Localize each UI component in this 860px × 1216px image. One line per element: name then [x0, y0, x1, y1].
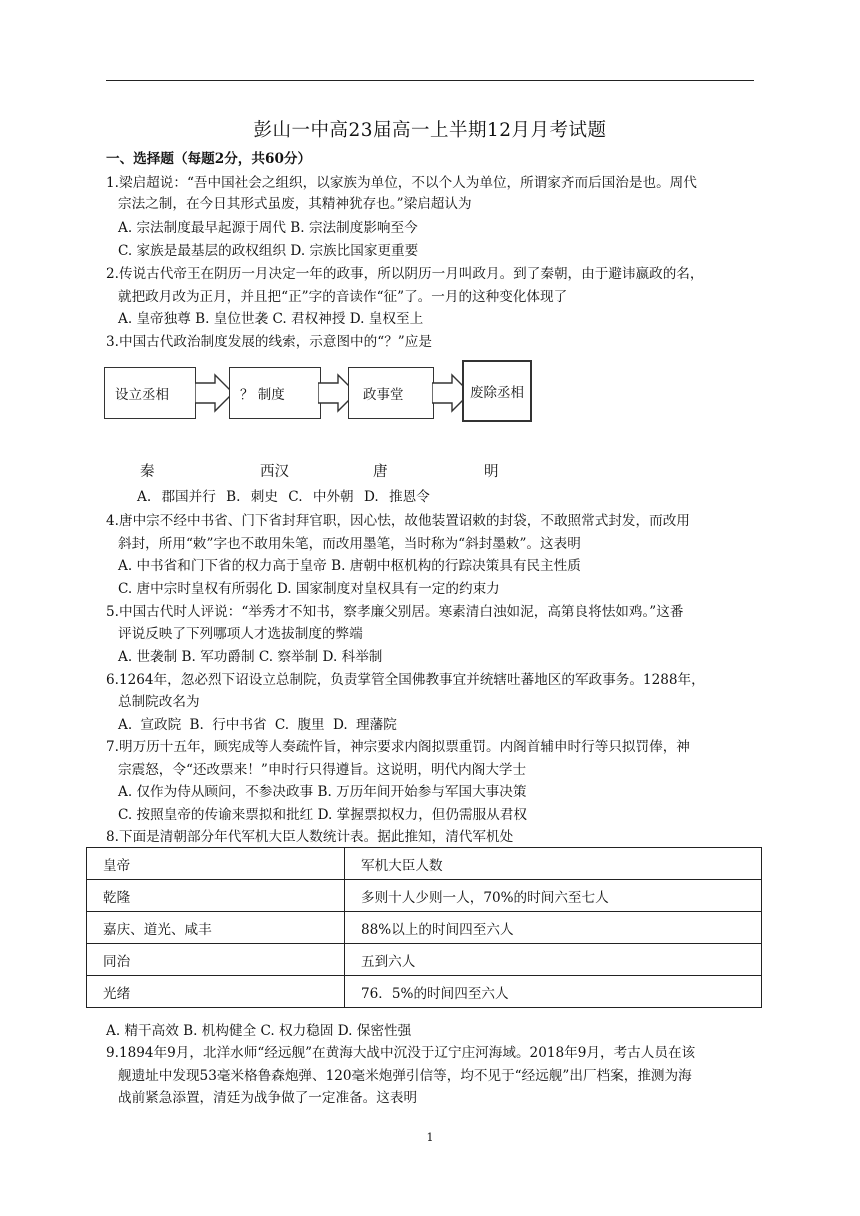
- minister-count-table: [86, 847, 762, 1008]
- q6-line-2: 总制院改名为: [118, 694, 200, 710]
- era-label-ming: 明: [484, 464, 499, 480]
- table-cell: 光绪: [87, 976, 345, 1008]
- q1-options-cd: C. 家族是最基层的政权组织 D. 宗族比国家更重要: [118, 243, 419, 259]
- table-cell: 五到六人: [345, 944, 762, 976]
- q1-line-1: 1.梁启超说：“吾中国社会之组织，以家族为单位，不以个人为单位，所谓家齐而后国治是也。周代: [106, 175, 697, 191]
- era-label-tang: 唐: [373, 464, 388, 480]
- q6-options: A. 宣政院 B. 行中书省 C. 腹里 D. 理藩院: [118, 717, 397, 733]
- q2-line-1: 2.传说古代帝王在阴历一月决定一年的政事，所以阴历一月叫政月。到了秦朝，由于避讳嬴政的名，: [106, 266, 704, 282]
- flow-box-1: 设立丞相: [104, 367, 196, 419]
- table-cell: 88%以上的时间四至六人: [345, 912, 762, 944]
- table-row: [87, 880, 762, 912]
- flow-box-2: ？ 制度: [229, 367, 321, 419]
- q9-line-2: 舰遗址中发现53毫米格鲁森炮弹、120毫米炮弹引信等，均不见于“经远舰”出厂档案，推测为海: [118, 1068, 692, 1084]
- q8-line-1: 8.下面是清朝部分年代军机大臣人数统计表。据此推知，清代军机处: [106, 829, 514, 845]
- table-header-cell: 军机大臣人数: [345, 848, 762, 880]
- q7-options-ab: A. 仅作为侍从顾问，不参决政事 B. 万历年间开始参与军国大事决策: [118, 784, 527, 800]
- q7-options-cd: C. 按照皇帝的传谕来票拟和批红 D. 掌握票拟权力，但仍需服从君权: [118, 807, 527, 823]
- table-cell: 多则十人少则一人，70%的时间六至七人: [345, 880, 762, 912]
- q4-options-ab: A. 中书省和门下省的权力高于皇帝 B. 唐朝中枢机构的行踪决策具有民主性质: [118, 558, 581, 574]
- section-heading: 一、选择题（每题2分，共60分）: [106, 151, 312, 167]
- table-header-row: [87, 848, 762, 880]
- table-cell: 76．5%的时间四至六人: [345, 976, 762, 1008]
- q5-line-1: 5.中国古代时人评说：“举秀才不知书，察孝廉父别居。寒素清白浊如泥，高第良将怯如鸡。”这番: [106, 604, 684, 620]
- q3-line-1: 3.中国古代政治制度发展的线索，示意图中的“？”应是: [106, 334, 432, 350]
- q7-line-2: 宗震怒，令“还改票来！”申时行只得遵旨。这说明，明代内阁大学士: [118, 762, 527, 778]
- q1-options-ab: A. 宗法制度最早起源于周代 B. 宗法制度影响至今: [118, 220, 418, 236]
- q5-line-2: 评说反映了下列哪项人才选拔制度的弊端: [118, 626, 363, 642]
- q1-line-2: 宗法之制，在今日其形式虽废，其精神犹存也。”梁启超认为: [118, 196, 472, 212]
- table-cell: 同治: [87, 944, 345, 976]
- page-title: 彭山一中高23届高一上半期12月月考试题: [253, 120, 607, 141]
- flow-diagram: [104, 360, 532, 422]
- q9-line-3: 战前紧急添置，清廷为战争做了一定准备。这表明: [118, 1090, 418, 1106]
- q4-line-2: 斜封，所用“敕”字也不敢用朱笔，而改用墨笔，当时称为“斜封墨敕”。这表明: [118, 536, 581, 552]
- q9-line-1: 9.1894年9月，北洋水师“经远舰”在黄海大战中沉没于辽宁庄河海域。2018年9月，考古人员在该: [106, 1045, 696, 1061]
- table-header-cell: 皇帝: [87, 848, 345, 880]
- q4-options-cd: C. 唐中宗时皇权有所弱化 D. 国家制度对皇权具有一定的约束力: [118, 581, 500, 597]
- table-cell: 嘉庆、道光、咸丰: [87, 912, 345, 944]
- table-row: [87, 944, 762, 976]
- q8-options: A. 精干高效 B. 机构健全 C. 权力稳固 D. 保密性强: [106, 1023, 412, 1039]
- q7-line-1: 7.明万历十五年，顾宪成等人奏疏忤旨，神宗要求内阁拟票重罚。内阁首辅申时行等只拟罚俸，神: [106, 739, 690, 755]
- flow-box-4: 废除丞相: [462, 360, 532, 422]
- q4-line-1: 4.唐中宗不经中书省、门下省封拜官职，因心怯，故他装置诏敕的封袋，不敢照常式封发，而改用: [106, 513, 690, 529]
- q3-options: A. 郡国并行 B. 刺史 C. 中外朝 D. 推恩令: [137, 489, 430, 505]
- header-rule: [106, 80, 754, 81]
- era-label-xihan: 西汉: [260, 464, 289, 480]
- table-cell: 乾隆: [87, 880, 345, 912]
- q5-options: A. 世袭制 B. 军功爵制 C. 察举制 D. 科举制: [118, 649, 383, 665]
- page-number: 1: [426, 1131, 434, 1144]
- q2-options: A. 皇帝独尊 B. 皇位世袭 C. 君权神授 D. 皇权至上: [118, 311, 424, 327]
- flow-box-3: 政事堂: [348, 367, 434, 419]
- q2-line-2: 就把政月改为正月，并且把“正”字的音读作“征”了。一月的这种变化体现了: [118, 289, 568, 305]
- table-row: [87, 912, 762, 944]
- table-row: [87, 976, 762, 1008]
- q6-line-1: 6.1264年，忽必烈下诏设立总制院，负责掌管全国佛教事宜并统辖吐蕃地区的军政事务。1288年，: [106, 672, 705, 688]
- era-label-qin: 秦: [140, 464, 155, 480]
